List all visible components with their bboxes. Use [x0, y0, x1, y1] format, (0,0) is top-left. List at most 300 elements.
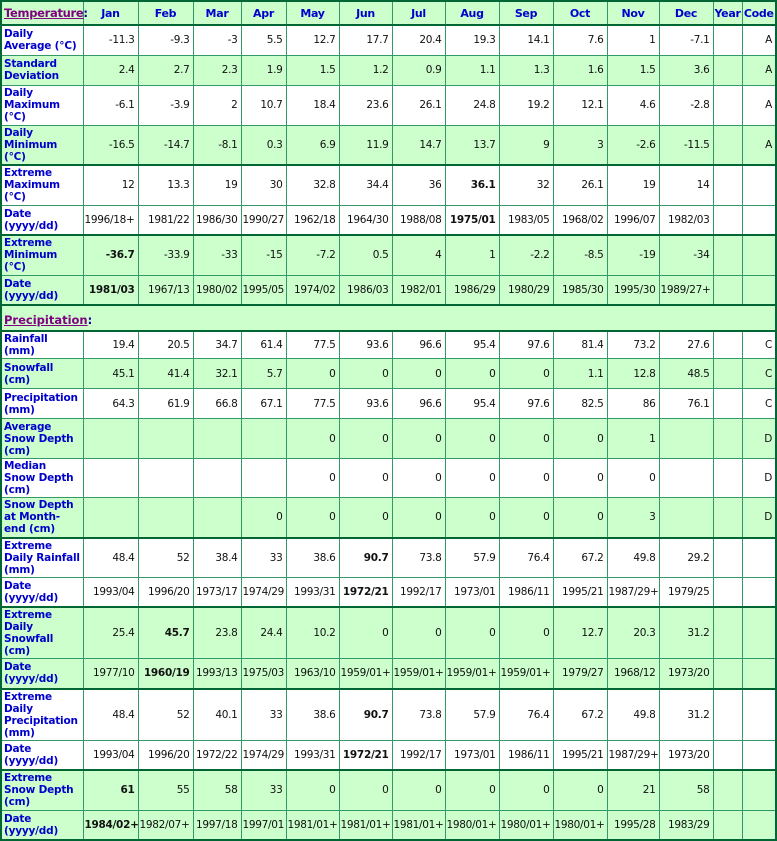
value-cell: 34.4 — [339, 165, 392, 205]
value-cell: 0 — [392, 459, 445, 498]
value-cell: 1975/03 — [241, 659, 286, 689]
value-cell: 1.2 — [339, 55, 392, 85]
precipitation-section-header — [1, 305, 776, 331]
value-cell: 1981/03 — [83, 275, 138, 305]
value-cell: 0 — [392, 607, 445, 659]
value-cell: 0 — [339, 419, 392, 459]
year-cell — [713, 85, 742, 125]
table-row — [1, 770, 776, 810]
value-cell: -7.1 — [659, 25, 713, 55]
table-row — [1, 55, 776, 85]
value-cell: 77.5 — [286, 331, 339, 359]
year-cell — [713, 165, 742, 205]
value-cell: 1996/20 — [138, 740, 193, 770]
table-row — [1, 25, 776, 55]
table-row — [1, 125, 776, 165]
value-cell: 3 — [607, 498, 659, 538]
row-label: Date (yyyy/dd) — [1, 205, 83, 235]
value-cell: 0 — [339, 770, 392, 810]
value-cell: 55 — [138, 770, 193, 810]
year-cell — [713, 770, 742, 810]
value-cell: 76.4 — [499, 689, 553, 741]
value-cell: 10.2 — [286, 607, 339, 659]
value-cell: 18.4 — [286, 85, 339, 125]
value-cell: 1982/07+ — [138, 810, 193, 840]
value-cell: 0 — [339, 498, 392, 538]
year-cell — [713, 498, 742, 538]
value-cell: 0 — [499, 607, 553, 659]
value-cell: 1996/18+ — [83, 205, 138, 235]
value-cell: 12.8 — [607, 359, 659, 389]
row-label: Snowfall (cm) — [1, 359, 83, 389]
value-cell: 1986/03 — [339, 275, 392, 305]
table-row — [1, 577, 776, 607]
value-cell: 1962/18 — [286, 205, 339, 235]
value-cell — [241, 419, 286, 459]
row-label: Extreme Maximum (°C) — [1, 165, 83, 205]
value-cell: 1981/01+ — [392, 810, 445, 840]
year-cell — [713, 459, 742, 498]
code-cell — [742, 577, 776, 607]
value-cell: 93.6 — [339, 389, 392, 419]
temperature-section-header — [1, 1, 88, 25]
value-cell: -15 — [241, 235, 286, 275]
value-cell: 0 — [445, 607, 499, 659]
row-label: Daily Maximum (°C) — [1, 85, 83, 125]
code-cell — [742, 689, 776, 741]
value-cell: 0 — [286, 770, 339, 810]
value-cell: 1984/02+ — [83, 810, 138, 840]
value-cell: 1.1 — [553, 359, 607, 389]
value-cell: 11.9 — [339, 125, 392, 165]
value-cell: 49.8 — [607, 538, 659, 578]
value-cell: -9.3 — [138, 25, 193, 55]
year-cell — [713, 331, 742, 359]
value-cell: 31.2 — [659, 689, 713, 741]
value-cell: -7.2 — [286, 235, 339, 275]
value-cell: 0 — [286, 498, 339, 538]
value-cell: 14.1 — [499, 25, 553, 55]
value-cell: 90.7 — [339, 689, 392, 741]
precipitation-link-colon: : — [87, 312, 93, 327]
value-cell: -3 — [193, 25, 241, 55]
year-cell — [713, 235, 742, 275]
code-cell — [742, 165, 776, 205]
year-cell — [713, 538, 742, 578]
value-cell: -8.5 — [553, 235, 607, 275]
table-row — [1, 275, 776, 305]
value-cell: 38.4 — [193, 538, 241, 578]
value-cell: -33 — [193, 235, 241, 275]
value-cell: 4 — [392, 235, 445, 275]
value-cell — [193, 498, 241, 538]
value-cell: 1986/29 — [445, 275, 499, 305]
code-cell — [742, 235, 776, 275]
table-row — [1, 498, 776, 538]
value-cell: 24.8 — [445, 85, 499, 125]
year-cell — [713, 205, 742, 235]
year-cell — [713, 275, 742, 305]
column-header-apr: Apr — [241, 1, 286, 25]
row-label: Extreme Daily Rainfall (mm) — [1, 538, 83, 578]
temperature-link-label: Temperature — [4, 5, 84, 20]
value-cell: 2.7 — [138, 55, 193, 85]
column-header-mar: Mar — [193, 1, 241, 25]
value-cell: 1987/29+ — [607, 577, 659, 607]
value-cell — [659, 459, 713, 498]
value-cell: 0 — [392, 359, 445, 389]
value-cell: 1986/30 — [193, 205, 241, 235]
year-cell — [713, 25, 742, 55]
value-cell: 32.8 — [286, 165, 339, 205]
value-cell: 61.9 — [138, 389, 193, 419]
value-cell — [193, 419, 241, 459]
value-cell: 1997/18 — [193, 810, 241, 840]
code-cell — [742, 659, 776, 689]
value-cell: 24.4 — [241, 607, 286, 659]
precipitation-section-row — [1, 305, 776, 331]
row-label: Date (yyyy/dd) — [1, 577, 83, 607]
value-cell: -11.5 — [659, 125, 713, 165]
value-cell: 1.6 — [553, 55, 607, 85]
value-cell: 1981/22 — [138, 205, 193, 235]
year-cell — [713, 389, 742, 419]
row-label: Precipitation (mm) — [1, 389, 83, 419]
table-row — [1, 389, 776, 419]
value-cell: 0 — [499, 498, 553, 538]
value-cell — [659, 419, 713, 459]
row-label: Date (yyyy/dd) — [1, 275, 83, 305]
value-cell: 2.4 — [83, 55, 138, 85]
code-cell: A — [742, 125, 776, 165]
value-cell: 1993/04 — [83, 577, 138, 607]
value-cell: 1995/21 — [553, 577, 607, 607]
value-cell: 64.3 — [83, 389, 138, 419]
table-row — [1, 331, 776, 359]
value-cell: 1973/01 — [445, 740, 499, 770]
value-cell: 12.7 — [286, 25, 339, 55]
code-cell: D — [742, 498, 776, 538]
value-cell: 19 — [607, 165, 659, 205]
code-cell — [742, 810, 776, 840]
value-cell: 0 — [286, 419, 339, 459]
value-cell: 29.2 — [659, 538, 713, 578]
value-cell: 1974/29 — [241, 577, 286, 607]
value-cell: 21 — [607, 770, 659, 810]
value-cell: 20.5 — [138, 331, 193, 359]
value-cell — [83, 419, 138, 459]
value-cell: 0 — [339, 459, 392, 498]
value-cell: 0 — [445, 419, 499, 459]
year-cell — [713, 359, 742, 389]
value-cell: 45.1 — [83, 359, 138, 389]
value-cell: 1995/05 — [241, 275, 286, 305]
value-cell: 1983/29 — [659, 810, 713, 840]
value-cell: 1988/08 — [392, 205, 445, 235]
value-cell: 73.8 — [392, 689, 445, 741]
value-cell: 0 — [445, 359, 499, 389]
value-cell: 76.1 — [659, 389, 713, 419]
column-header-jun: Jun — [339, 1, 392, 25]
value-cell: 1995/21 — [553, 740, 607, 770]
precipitation-link-label: Precipitation — [4, 312, 88, 327]
temperature-link-colon: : — [83, 5, 88, 20]
value-cell: 1973/20 — [659, 659, 713, 689]
value-cell: 1.1 — [445, 55, 499, 85]
value-cell: 67.2 — [553, 689, 607, 741]
value-cell: 1959/01+ — [445, 659, 499, 689]
code-cell — [742, 275, 776, 305]
value-cell: 1997/01 — [241, 810, 286, 840]
value-cell: 5.7 — [241, 359, 286, 389]
value-cell: 25.4 — [83, 607, 138, 659]
year-cell — [713, 810, 742, 840]
value-cell: 2.3 — [193, 55, 241, 85]
value-cell: 7.6 — [553, 25, 607, 55]
value-cell: 19.4 — [83, 331, 138, 359]
table-row — [1, 810, 776, 840]
value-cell: 76.4 — [499, 538, 553, 578]
value-cell: 1974/02 — [286, 275, 339, 305]
temperature-link[interactable] — [4, 7, 88, 20]
value-cell: 90.7 — [339, 538, 392, 578]
value-cell: -36.7 — [83, 235, 138, 275]
precipitation-link[interactable] — [4, 309, 92, 328]
value-cell: 1959/01+ — [499, 659, 553, 689]
value-cell: 95.4 — [445, 389, 499, 419]
value-cell: 49.8 — [607, 689, 659, 741]
value-cell: 0 — [241, 498, 286, 538]
value-cell: -6.1 — [83, 85, 138, 125]
row-label: Extreme Daily Snowfall (cm) — [1, 607, 83, 659]
value-cell — [83, 498, 138, 538]
value-cell: 0 — [553, 459, 607, 498]
column-header-sep: Sep — [499, 1, 553, 25]
value-cell: 1990/27 — [241, 205, 286, 235]
value-cell: 67.2 — [553, 538, 607, 578]
value-cell: 0 — [339, 359, 392, 389]
code-cell: C — [742, 359, 776, 389]
value-cell: 1.3 — [499, 55, 553, 85]
year-cell — [713, 577, 742, 607]
value-cell: 96.6 — [392, 389, 445, 419]
column-header-year: Year — [713, 1, 742, 25]
value-cell: -11.3 — [83, 25, 138, 55]
year-cell — [713, 659, 742, 689]
row-label: Extreme Snow Depth (cm) — [1, 770, 83, 810]
row-label: Snow Depth at Month-end (cm) — [1, 498, 83, 538]
value-cell — [193, 459, 241, 498]
value-cell: 0 — [553, 419, 607, 459]
value-cell: 1980/29 — [499, 275, 553, 305]
column-header-aug: Aug — [445, 1, 499, 25]
value-cell: 0.3 — [241, 125, 286, 165]
value-cell: -34 — [659, 235, 713, 275]
value-cell: 14 — [659, 165, 713, 205]
value-cell: 31.2 — [659, 607, 713, 659]
value-cell: 0 — [286, 359, 339, 389]
column-header-code: Code — [742, 1, 776, 25]
code-cell — [742, 770, 776, 810]
value-cell: 77.5 — [286, 389, 339, 419]
column-header-oct: Oct — [553, 1, 607, 25]
value-cell: 1.5 — [607, 55, 659, 85]
code-cell: C — [742, 389, 776, 419]
value-cell: 52 — [138, 689, 193, 741]
value-cell: 1 — [607, 25, 659, 55]
table-header-row — [1, 1, 776, 25]
value-cell: 26.1 — [392, 85, 445, 125]
value-cell: 1979/25 — [659, 577, 713, 607]
value-cell: 33 — [241, 538, 286, 578]
value-cell: 1.5 — [286, 55, 339, 85]
row-label: Date (yyyy/dd) — [1, 740, 83, 770]
value-cell: 0 — [499, 359, 553, 389]
value-cell: 0 — [553, 498, 607, 538]
value-cell: 0 — [445, 498, 499, 538]
value-cell: 2 — [193, 85, 241, 125]
value-cell: -8.1 — [193, 125, 241, 165]
value-cell: 1964/30 — [339, 205, 392, 235]
value-cell: 1987/29+ — [607, 740, 659, 770]
value-cell: 1980/02 — [193, 275, 241, 305]
value-cell: 1995/30 — [607, 275, 659, 305]
column-header-may: May — [286, 1, 339, 25]
year-cell — [713, 740, 742, 770]
code-cell: C — [742, 331, 776, 359]
value-cell: 67.1 — [241, 389, 286, 419]
value-cell: 58 — [659, 770, 713, 810]
value-cell: 32 — [499, 165, 553, 205]
column-header-nov: Nov — [607, 1, 659, 25]
column-header-feb: Feb — [138, 1, 193, 25]
value-cell: 34.7 — [193, 331, 241, 359]
value-cell: 1967/13 — [138, 275, 193, 305]
code-cell: D — [742, 459, 776, 498]
value-cell: 66.8 — [193, 389, 241, 419]
value-cell: 95.4 — [445, 331, 499, 359]
value-cell: 1973/01 — [445, 577, 499, 607]
year-cell — [713, 125, 742, 165]
value-cell: 23.6 — [339, 85, 392, 125]
value-cell: 9 — [499, 125, 553, 165]
value-cell: 0 — [499, 459, 553, 498]
value-cell — [659, 498, 713, 538]
table-row — [1, 359, 776, 389]
row-label: Median Snow Depth (cm) — [1, 459, 83, 498]
value-cell: -2.2 — [499, 235, 553, 275]
value-cell: 0 — [553, 770, 607, 810]
value-cell: 20.3 — [607, 607, 659, 659]
column-header-dec: Dec — [659, 1, 713, 25]
value-cell: 1980/01+ — [445, 810, 499, 840]
value-cell: 97.6 — [499, 389, 553, 419]
value-cell: 48.4 — [83, 538, 138, 578]
value-cell: 0 — [286, 459, 339, 498]
table-row — [1, 659, 776, 689]
value-cell: 33 — [241, 770, 286, 810]
value-cell: 1993/31 — [286, 577, 339, 607]
value-cell: 27.6 — [659, 331, 713, 359]
value-cell: 1982/01 — [392, 275, 445, 305]
value-cell: 20.4 — [392, 25, 445, 55]
row-label: Standard Deviation — [1, 55, 83, 85]
value-cell: 1968/12 — [607, 659, 659, 689]
value-cell: 41.4 — [138, 359, 193, 389]
column-header-jan: Jan — [83, 1, 138, 25]
value-cell: 1981/01+ — [339, 810, 392, 840]
value-cell: 1974/29 — [241, 740, 286, 770]
value-cell: 10.7 — [241, 85, 286, 125]
row-label: Extreme Daily Precipitation (mm) — [1, 689, 83, 741]
value-cell: 19.3 — [445, 25, 499, 55]
value-cell: 1959/01+ — [392, 659, 445, 689]
value-cell: 1973/20 — [659, 740, 713, 770]
code-cell: D — [742, 419, 776, 459]
code-cell — [742, 607, 776, 659]
value-cell: 1996/20 — [138, 577, 193, 607]
value-cell: 19 — [193, 165, 241, 205]
row-label: Daily Minimum (°C) — [1, 125, 83, 165]
value-cell: 0 — [499, 419, 553, 459]
value-cell: 3.6 — [659, 55, 713, 85]
value-cell: 0 — [607, 459, 659, 498]
value-cell: 5.5 — [241, 25, 286, 55]
code-cell — [742, 740, 776, 770]
value-cell: 81.4 — [553, 331, 607, 359]
value-cell: 61 — [83, 770, 138, 810]
value-cell: 1993/13 — [193, 659, 241, 689]
year-cell — [713, 55, 742, 85]
value-cell: 1989/27+ — [659, 275, 713, 305]
value-cell: -2.6 — [607, 125, 659, 165]
value-cell: 97.6 — [499, 331, 553, 359]
value-cell: 1968/02 — [553, 205, 607, 235]
value-cell: 0 — [445, 459, 499, 498]
table-row — [1, 459, 776, 498]
value-cell: 36 — [392, 165, 445, 205]
value-cell: -14.7 — [138, 125, 193, 165]
value-cell: 14.7 — [392, 125, 445, 165]
value-cell: 1959/01+ — [339, 659, 392, 689]
table-row — [1, 689, 776, 741]
value-cell: 38.6 — [286, 689, 339, 741]
value-cell: 45.7 — [138, 607, 193, 659]
value-cell — [83, 459, 138, 498]
value-cell: 93.6 — [339, 331, 392, 359]
table-row — [1, 419, 776, 459]
value-cell — [138, 459, 193, 498]
value-cell: 13.7 — [445, 125, 499, 165]
row-label: Rainfall (mm) — [1, 331, 83, 359]
value-cell: 96.6 — [392, 331, 445, 359]
value-cell: 48.5 — [659, 359, 713, 389]
value-cell: 26.1 — [553, 165, 607, 205]
value-cell: 38.6 — [286, 538, 339, 578]
value-cell: 1972/21 — [339, 740, 392, 770]
value-cell: 1.9 — [241, 55, 286, 85]
value-cell: 1986/11 — [499, 577, 553, 607]
year-cell — [713, 689, 742, 741]
value-cell: 1996/07 — [607, 205, 659, 235]
row-label: Extreme Minimum (°C) — [1, 235, 83, 275]
value-cell: 1986/11 — [499, 740, 553, 770]
value-cell: 1 — [607, 419, 659, 459]
value-cell: 73.2 — [607, 331, 659, 359]
value-cell: -3.9 — [138, 85, 193, 125]
value-cell — [138, 498, 193, 538]
value-cell: -33.9 — [138, 235, 193, 275]
